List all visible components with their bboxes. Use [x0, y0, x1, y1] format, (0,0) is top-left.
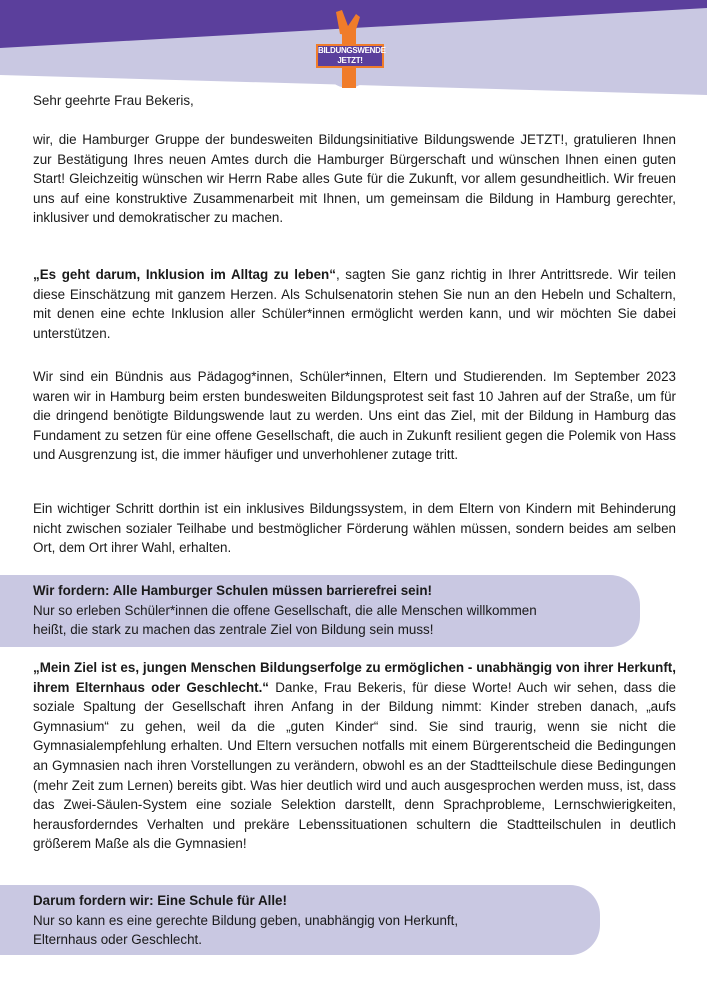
demand-title: Darum fordern wir: Eine Schule für Alle!	[33, 893, 287, 908]
demand-text: Nur so kann es eine gerechte Bildung geben, unabhängig von Herkunft,	[33, 912, 459, 928]
logo-wordmark	[316, 44, 384, 68]
paragraph-3: Wir sind ein Bündnis aus Pädagog*innen, Schüler*innen, Eltern und Studierenden. Im September 2023 waren wir in Hamburg beim ersten bundesweiten Bildungsprotest seit fast 10 Jahren auf der Straße, um für die dringend benötigte Bildungswende laut zu werden. Uns eint das Ziel, mit der Bildung in Hamburg das Fundament zu setzen für eine offene Gesellschaft, die auch in Zukunft resilient gegen die Polemik von Hass und Ausgrenzung ist, die immer häufiger und unverhohlener zutage tritt.	[33, 369, 676, 463]
demand-title: Wir fordern: Alle Hamburger Schulen müssen barrierefrei sein!	[33, 583, 432, 598]
paragraph-5	[33, 658, 676, 854]
paragraph-4: Ein wichtiger Schritt dorthin ist ein inklusives Bildungssystem, in dem Eltern von Kindern mit Behinderung nicht zwischen sozialer Teilhabe und bestmöglicher Förderung wählen müssen, sondern beides am selben Ort, dem Ort ihrer Wahl, erhalten.	[33, 501, 676, 556]
salutation: Sehr geehrte Frau Bekeris,	[33, 93, 194, 108]
paragraph-text: Danke, Frau Bekeris, für diese Worte! Auch wir sehen, dass die soziale Spaltung der Gesellschaft ihren Anfang in der Bildung nimmt: Kinder streben danach, „aufs Gymnasium“ zu gehen, weil da die „guten Kinder“ sind. Sie sind traurig, wenn sie nicht die Gymnasialempfehlung erhalten. Und Eltern versuchen notfalls mit einem Bürgerentscheid die Bedingungen an Gymnasien nach ihren Vorstellungen zu verändern, obwohl es an der Stadtteilschule diese Bedingungen (mehr Zeit zum Lernen) bereits gibt. Was hier deutlich wird und auch ausgesprochen werden muss, ist, dass das Zwei-Säulen-System eine soziale Selektion darstellt, denn Sprachprobleme, Lernschwierigkeiten, herausforderndes Verhalten und prekäre Lebenssituationen schultern die Stadtteilschulen in deutlich größerem Maße als die Gymnasien!	[33, 679, 676, 852]
logo-line1: BILDUNGSWENDE	[318, 46, 386, 55]
demand-text: heißt, die stark zu machen das zentrale Ziel von Bildung sein muss!	[33, 622, 434, 638]
logo-line2: JETZT!	[337, 56, 363, 65]
paragraph-2	[33, 265, 676, 343]
demand-text: Nur so erleben Schüler*innen die offene Gesellschaft, die alle Menschen willkommen	[33, 602, 537, 618]
paragraph-text: , sagten Sie ganz richtig in Ihrer Antrittsrede. Wir teilen diese Einschätzung mit ganzem Herzen. Als Schulsenatorin stehen Sie nun an den Hebeln und Schaltern, mit denen eine echte Inklusion aller Schüler*innen ermöglicht werden kann, und wir möchten Sie dabei unterstützen.	[33, 267, 676, 341]
demand-box-2	[0, 885, 600, 955]
quote-bold: „Mein Ziel ist es, jungen Menschen Bildungserfolge zu ermöglichen - unabhängig von ihrer Herkunft, ihrem Elternhaus oder Geschlecht.“	[33, 660, 676, 695]
demand-box-1	[0, 575, 640, 647]
quote-bold: „Es geht darum, Inklusion im Alltag zu leben“	[33, 267, 336, 282]
demand-text: Elternhaus oder Geschlecht.	[33, 932, 202, 948]
paragraph-1: wir, die Hamburger Gruppe der bundesweiten Bildungsinitiative Bildungswende JETZT!, gratulieren Ihnen zur Bestätigung Ihres neuen Amtes durch die Hamburger Bürgerschaft und wünschen Ihnen einen guten Start! Gleichzeitig wünschen wir Herrn Rabe alles Gute für die Zukunft, vor allem gesundheitlich. Wir freuen uns auf eine konstruktive Zusammenarbeit mit Ihnen, um gemeinsam die Bildung in Hamburg gerechter, inklusiver und demokratischer zu machen.	[33, 132, 676, 226]
